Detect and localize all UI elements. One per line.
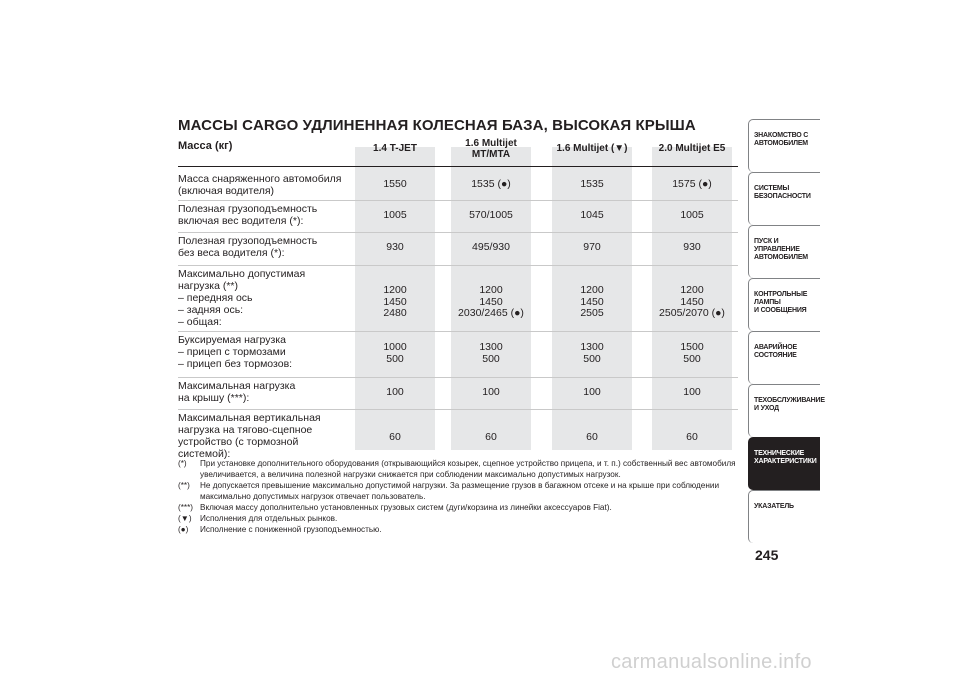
- table-cell: 930: [683, 241, 701, 253]
- table-cell: 100: [683, 386, 701, 398]
- table-cell: 60: [586, 431, 598, 443]
- nav-tab-label: СИСТЕМЫ БЕЗОПАСНОСТИ: [754, 185, 811, 200]
- nav-tab[interactable]: [748, 331, 820, 384]
- footnote-mark: (***): [178, 503, 194, 512]
- table-cell: 1000 500: [383, 341, 407, 365]
- nav-tab[interactable]: [748, 490, 820, 543]
- nav-tab-label: ТЕХНИЧЕСКИЕ ХАРАКТЕРИСТИКИ: [754, 450, 817, 465]
- column-header: 1.6 Multijet (▼): [556, 143, 628, 154]
- footnote: [178, 480, 738, 502]
- nav-tab-label: ЗНАКОМСТВО С АВТОМОБИЛЕМ: [754, 132, 809, 147]
- table-row: [178, 171, 738, 201]
- column-header: 1.4 T-JET: [373, 143, 417, 154]
- nav-tab[interactable]: [748, 384, 825, 437]
- table-cell: 1575 (●): [672, 178, 712, 190]
- nav-tab-label: ТЕХОБСЛУЖИВАНИЕ И УХОД: [754, 397, 825, 412]
- table-cell: 1300 500: [580, 341, 604, 365]
- table-cell: 930: [386, 241, 404, 253]
- nav-tab-label: КОНТРОЛЬНЫЕ ЛАМПЫ И СООБЩЕНИЯ: [754, 291, 808, 314]
- row-label: Максимальная вертикальная нагрузка на тягово-сцепное устройство (с тормозной системой):: [178, 412, 321, 460]
- table-cell: 1200 1450 2505: [580, 284, 604, 319]
- table-cell: 60: [686, 431, 698, 443]
- table-cell: 1005: [680, 209, 704, 221]
- nav-tab-label: ПУСК И УПРАВЛЕНИЕ АВТОМОБИЛЕМ: [754, 238, 808, 261]
- footnote-text: Исполнения для отдельных рынков.: [200, 514, 338, 523]
- footnote-mark: (*): [178, 459, 187, 468]
- table-row: [178, 410, 738, 460]
- column-header: 2.0 Multijet E5: [658, 143, 726, 154]
- footnote: [178, 458, 738, 480]
- nav-tab[interactable]: [748, 278, 820, 331]
- table-cell: 570/1005: [469, 209, 513, 221]
- nav-tab[interactable]: [748, 172, 820, 225]
- table-cell: 1005: [383, 209, 407, 221]
- table-cell: 1200 1450 2480: [383, 284, 407, 319]
- table-cell: 1535: [580, 178, 604, 190]
- column-header: 1.6 Multijet MT/MTA: [465, 138, 517, 160]
- row-label: Буксируемая нагрузка – прицеп с тормозами – прицеп без тормозов:: [178, 334, 293, 370]
- footnote-mark: (**): [178, 481, 190, 490]
- nav-tab-label: УКАЗАТЕЛЬ: [754, 503, 794, 510]
- nav-tab-label: АВАРИЙНОЕ СОСТОЯНИЕ: [754, 344, 797, 359]
- table-row: [178, 378, 738, 410]
- table-cell: 1200 1450 2030/2465 (●): [458, 284, 524, 319]
- nav-tab[interactable]: [748, 437, 820, 490]
- row-label: Масса снаряженного автомобиля (включая водителя): [178, 173, 342, 197]
- footnote-mark: (▼): [178, 514, 192, 523]
- nav-tab[interactable]: [748, 119, 820, 172]
- table-cell: 100: [482, 386, 500, 398]
- nav-tab[interactable]: [748, 225, 820, 278]
- footnote: [178, 524, 738, 535]
- header-rule: [178, 166, 738, 167]
- table-row: [178, 201, 738, 233]
- table-cell: 1535 (●): [471, 178, 511, 190]
- footnote-mark: (●): [178, 525, 189, 534]
- footnote-text: Исполнение с пониженной грузоподъемностью.: [200, 525, 382, 534]
- row-label: Полезная грузоподъемность включая вес водителя (*):: [178, 203, 318, 227]
- table-row: [178, 332, 738, 378]
- page-title: МАССЫ CARGO УДЛИНЕННАЯ КОЛЕСНАЯ БАЗА, ВЫСОКАЯ КРЫША: [178, 117, 696, 134]
- footnote-text: Не допускается превышение максимально допустимой нагрузки. За размещение грузов в багажном отсеке и на крыше при соблюдении максимально допустимых нагрузок отвечает пользователь.: [200, 481, 720, 501]
- page-number: 245: [755, 547, 779, 563]
- table-cell: 970: [583, 241, 601, 253]
- footnote-text: Включая массу дополнительно установленных грузовых систем (дуги/корзина из линейки аксессуаров Fiat).: [200, 503, 612, 512]
- row-label: Полезная грузоподъемность без веса водителя (*):: [178, 235, 318, 259]
- table-cell: 1550: [383, 178, 407, 190]
- footnote: [178, 502, 738, 513]
- row-label: Максимальная нагрузка на крышу (***):: [178, 380, 296, 404]
- footnote: [178, 513, 738, 524]
- table-cell: 1300 500: [479, 341, 503, 365]
- watermark: carmanualsonline.info: [611, 651, 812, 673]
- table-cell: 100: [386, 386, 404, 398]
- footnote-text: При установке дополнительного оборудования (открывающийся козырек, сцепное устройство прицепа, и т. п.) собственный вес автомобиля увеличивается, а величина полезной нагрузки снижается при соблюдении максимально допустимых нагрузок.: [200, 459, 736, 479]
- table-cell: 1200 1450 2505/2070 (●): [659, 284, 725, 319]
- table-row: [178, 233, 738, 266]
- table-cell: 60: [485, 431, 497, 443]
- table-cell: 1045: [580, 209, 604, 221]
- table-row: [178, 266, 738, 332]
- table-cell: 1500 500: [680, 341, 704, 365]
- footnotes: [178, 458, 738, 535]
- table-cell: 495/930: [472, 241, 510, 253]
- table-cell: 60: [389, 431, 401, 443]
- table-cell: 100: [583, 386, 601, 398]
- row-label: Максимально допустимая нагрузка (**) – передняя ось – задняя ось: – общая:: [178, 268, 306, 328]
- section-nav: [748, 119, 825, 543]
- row-header-label: Масса (кг): [178, 140, 233, 152]
